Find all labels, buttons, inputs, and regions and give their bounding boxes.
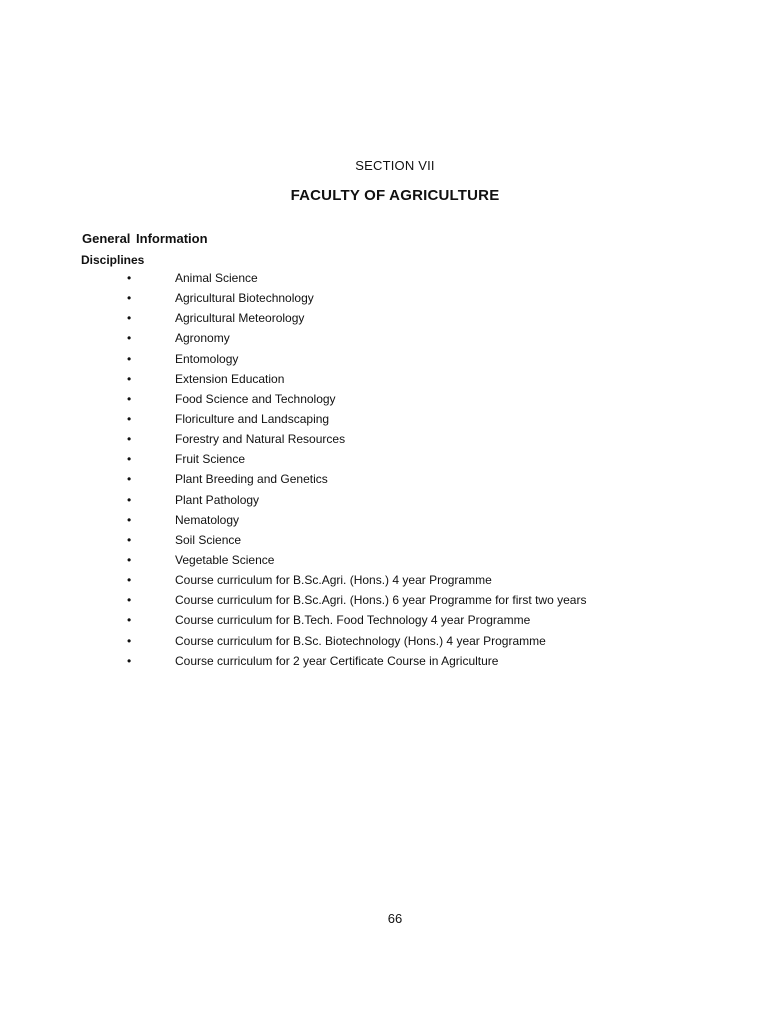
list-item-text: Course curriculum for B.Tech. Food Technology 4 year Programme — [175, 613, 531, 628]
bullet-icon: • — [127, 311, 132, 326]
list-item-text: Forestry and Natural Resources — [175, 432, 346, 447]
bullet-icon: • — [127, 432, 132, 447]
list-item-text: Extension Education — [175, 371, 285, 386]
bullet-icon: • — [127, 593, 132, 608]
list-item-text: Plant Pathology — [175, 492, 260, 507]
list-item-text: Agricultural Meteorology — [175, 311, 305, 326]
bullet-icon: • — [127, 512, 132, 527]
disciplines-heading: Disciplines — [81, 253, 145, 267]
bullet-icon: • — [127, 552, 132, 567]
bullet-icon: • — [127, 573, 132, 588]
list-item-text: Floriculture and Landscaping — [175, 411, 330, 426]
bullet-icon: • — [127, 532, 132, 547]
list-item-text: Agronomy — [175, 331, 230, 346]
bullet-icon: • — [127, 391, 132, 406]
general-information-heading: General Information — [82, 231, 208, 246]
bullet-icon: • — [127, 371, 132, 386]
list-item-text: Course curriculum for B.Sc.Agri. (Hons.) 6 year Programme for first two years — [175, 593, 587, 608]
bullet-icon: • — [127, 271, 132, 285]
bullet-icon: • — [127, 472, 132, 487]
bullet-icon: • — [127, 452, 132, 467]
bullet-icon: • — [127, 411, 132, 426]
section-label: SECTION VII — [355, 158, 435, 173]
bullet-icon: • — [127, 291, 132, 306]
list-item-text: Food Science and Technology — [175, 391, 336, 406]
list-item-text: Animal Science — [175, 271, 258, 285]
list-item-text: Course curriculum for 2 year Certificate Course in Agriculture — [175, 653, 499, 668]
bullet-icon: • — [127, 633, 132, 648]
list-item-text: Vegetable Science — [175, 552, 275, 567]
list-item-text: Course curriculum for B.Sc.Agri. (Hons.) 4 year Programme — [175, 573, 492, 588]
bullet-icon: • — [127, 492, 132, 507]
faculty-title: FACULTY OF AGRICULTURE — [290, 187, 500, 204]
list-item-text: Nematology — [175, 512, 240, 527]
page-number: 66 — [387, 911, 403, 926]
list-item-text: Course curriculum for B.Sc. Biotechnology (Hons.) 4 year Programme — [175, 633, 546, 648]
list-item-text: Agricultural Biotechnology — [175, 291, 314, 306]
list-item-text: Soil Science — [175, 532, 242, 547]
list-item-text: Plant Breeding and Genetics — [175, 472, 328, 487]
bullet-icon: • — [127, 351, 132, 366]
bullet-icon: • — [127, 331, 132, 346]
bullet-icon: • — [127, 613, 132, 628]
list-item-text: Entomology — [175, 351, 239, 366]
bullet-icon: • — [127, 653, 132, 668]
list-item-text: Fruit Science — [175, 452, 246, 467]
